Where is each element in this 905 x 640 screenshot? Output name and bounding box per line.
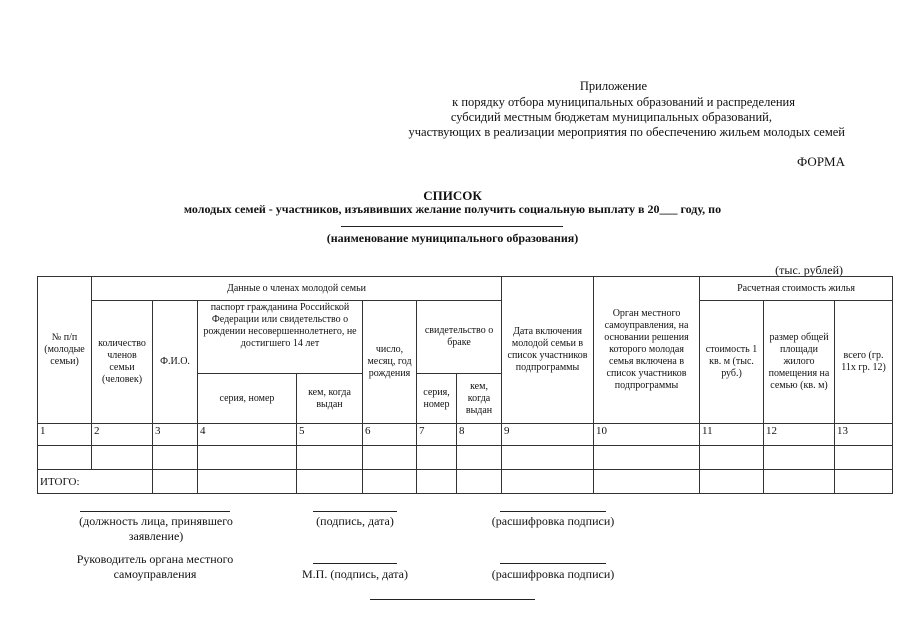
table-cell (700, 470, 764, 494)
header-total: всего (гр. 11х гр. 12) (835, 301, 893, 424)
empty-data-row (38, 446, 893, 470)
table-cell (363, 470, 417, 494)
table-cell (502, 470, 594, 494)
municipality-line (341, 226, 563, 227)
header-marriage-series: серия, номер (417, 374, 457, 424)
col-num-10: 10 (594, 424, 700, 446)
col-num-9: 9 (502, 424, 594, 446)
header-members-group: Данные о членах молодой семьи (92, 277, 502, 301)
header-authority: Орган местного самоуправления, на основании решения которого молодая семья включена в список участников подпрограммы (594, 277, 700, 424)
col-num-4: 4 (198, 424, 297, 446)
table-cell (835, 470, 893, 494)
header-birth-date: число, месяц, год рождения (363, 301, 417, 424)
appendix-line-1: к порядку отбора муниципальных образований и распределения (452, 95, 795, 109)
col-num-3: 3 (153, 424, 198, 446)
document-subtitle: молодых семей - участников, изъявивших желание получить социальную выплату в 20___ году, по (183, 202, 722, 216)
table-cell (594, 446, 700, 470)
table-cell (363, 446, 417, 470)
col-num-6: 6 (363, 424, 417, 446)
head-label: Руководитель органа местного самоуправления (76, 552, 234, 581)
header-marriage-issued: кем, когда выдан (457, 374, 502, 424)
col-num-12: 12 (764, 424, 835, 446)
appendix-line-3: участвующих в реализации мероприятия по обеспечению жильем молодых семей (408, 125, 845, 139)
table-cell (764, 470, 835, 494)
appendix-title: Приложение (579, 79, 647, 93)
table-cell (297, 470, 363, 494)
col-num-7: 7 (417, 424, 457, 446)
decryption-line-2 (500, 563, 606, 564)
signature-line-1 (313, 511, 397, 512)
signature-date-caption: (подпись, дата) (316, 514, 394, 528)
document-title: СПИСОК (423, 188, 482, 203)
col-num-2: 2 (92, 424, 153, 446)
col-num-13: 13 (835, 424, 893, 446)
header-issued-by: кем, когда выдан (297, 374, 363, 424)
position-caption: (должность лица, принявшего заявление) (79, 514, 233, 543)
table-cell (153, 470, 198, 494)
table-cell (764, 446, 835, 470)
table-cell (700, 446, 764, 470)
table-cell (457, 446, 502, 470)
header-area: размер общей площади жилого помещения на семью (кв. м) (764, 301, 835, 424)
bottom-line (370, 599, 535, 600)
header-count: количество членов семьи (человек) (92, 301, 153, 424)
total-row (38, 470, 893, 494)
decryption-caption-1: (расшифровка подписи) (491, 514, 615, 528)
appendix-line-2: субсидий местным бюджетам муниципальных образований, (450, 110, 772, 124)
total-label: ИТОГО: (38, 470, 153, 494)
col-num-1: 1 (38, 424, 92, 446)
header-num: № п/п (молодые семьи) (38, 277, 92, 424)
table-cell (297, 446, 363, 470)
table-cell (594, 470, 700, 494)
form-label: ФОРМА (797, 154, 845, 169)
header-fio: Ф.И.О. (153, 301, 198, 424)
table-cell (835, 446, 893, 470)
signature-line-2 (313, 563, 397, 564)
table-cell (92, 446, 153, 470)
header-series-number: серия, номер (198, 374, 297, 424)
table-cell (417, 470, 457, 494)
table-cell (457, 470, 502, 494)
table-cell (153, 446, 198, 470)
families-table (37, 276, 893, 494)
decryption-line-1 (500, 511, 606, 512)
header-passport: паспорт гражданина Российской Федерации или свидетельство о рождении несовершеннолетнего, не достигшего 14 лет (198, 301, 363, 374)
decryption-caption-2: (расшифровка подписи) (491, 567, 615, 581)
header-cost-per-m: стоимость 1 кв. м (тыс. руб.) (700, 301, 764, 424)
col-num-8: 8 (457, 424, 502, 446)
table-cell (198, 470, 297, 494)
col-num-5: 5 (297, 424, 363, 446)
header-cost-group: Расчетная стоимость жилья (700, 277, 893, 301)
header-marriage-cert: свидетельство о браке (417, 301, 502, 374)
table-cell (417, 446, 457, 470)
position-line (80, 511, 230, 512)
column-numbers-row (38, 424, 893, 446)
col-num-11: 11 (700, 424, 764, 446)
table-cell (38, 446, 92, 470)
units-label: (тыс. рублей) (775, 263, 843, 277)
header-inclusion-date: Дата включения молодой семьи в список участников подпрограммы (502, 277, 594, 424)
municipality-caption: (наименование муниципального образования) (326, 231, 579, 245)
stamp-signature-caption: М.П. (подпись, дата) (302, 567, 408, 581)
table-cell (502, 446, 594, 470)
table-cell (198, 446, 297, 470)
